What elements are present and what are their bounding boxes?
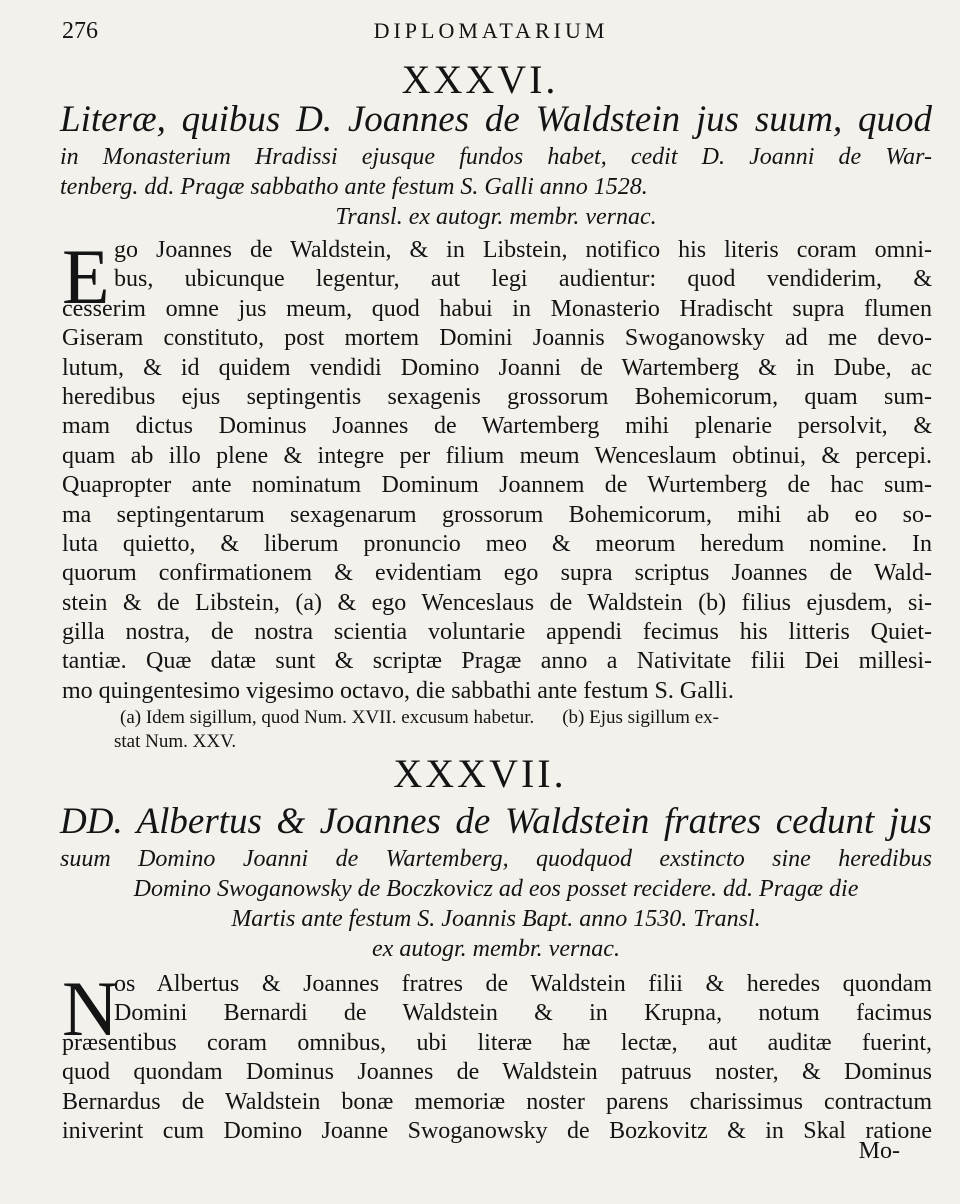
- title-line: Transl. ex autogr. membr. vernac.: [335, 204, 657, 230]
- catchword: Mo-: [858, 1138, 900, 1164]
- title-line: Domino Swoganowsky de Boczkovicz ad eos posset recidere. dd. Pragæ die: [133, 876, 859, 902]
- body-line: quam ab illo plene & integre per filium meum Wenceslaum obtinui, & percepi.: [62, 442, 932, 469]
- body-line: stein & de Libstein, (a) & ego Wenceslaus de Waldstein (b) filius ejusdem, si-: [62, 589, 932, 616]
- body-line: Giseram constituto, post mortem Domini Joannis Swoganowsky ad me devo-: [62, 325, 932, 352]
- body-line: ma septingentarum sexagenarum grossorum Bohemicorum, mihi ab eo so-: [62, 501, 932, 528]
- footnote-a: (a) Idem sigillum, quod Num. XVII. excusum habetur.: [120, 707, 535, 728]
- body-line: iniverint cum Domino Joanne Swoganowsky de Bozkovitz & in Skal ratione: [62, 1117, 932, 1144]
- body-line: mam dictus Dominus Joannes de Wartemberg mihi plenarie persolvit, &: [62, 413, 932, 440]
- footnotes: [114, 706, 932, 754]
- document-body: [62, 965, 932, 1146]
- page-header: [62, 14, 920, 50]
- title-line: in Monasterium Hradissi ejusque fundos habet, cedit D. Joanni de War-: [60, 144, 932, 170]
- body-line: cesserim omne jus meum, quod habui in Monasterio Hradischt supra flumen: [62, 295, 932, 322]
- title-line: Literæ, quibus D. Joannes de Waldstein jus suum, quod: [60, 99, 932, 140]
- document-title: [60, 98, 932, 232]
- body-line: quorum confirmationem & evidentiam ego supra scriptus Joannes de Wald-: [62, 560, 932, 587]
- body-line: os Albertus & Joannes fratres de Waldstein filii & heredes quondam: [114, 971, 932, 997]
- drop-cap: N: [62, 965, 119, 1052]
- title-line: suum Domino Joanni de Wartemberg, quodquod exstincto sine heredibus: [60, 846, 932, 872]
- title-line: tenberg. dd. Pragæ sabbatho ante festum S. Galli anno 1528.: [60, 174, 648, 200]
- body-line: præsentibus coram omnibus, ubi literæ hæ lectæ, aut auditæ fuerint,: [62, 1029, 932, 1056]
- body-line: gilla nostra, de nostra scientia voluntarie appendi fecimus his litteris Quiet-: [62, 619, 932, 646]
- body-line: Domini Bernardi de Waldstein & in Krupna, notum facimus: [114, 1000, 932, 1027]
- document-body: [62, 233, 932, 706]
- document-number: XXXVI.: [401, 57, 559, 102]
- running-head: DIPLOMATARIUM: [373, 18, 609, 43]
- document-title: [60, 800, 932, 964]
- page-number: 276: [62, 18, 98, 44]
- body-line: tantiæ. Quæ datæ sunt & scriptæ Pragæ anno a Nativitate filii Dei millesi-: [62, 648, 932, 675]
- title-line: DD. Albertus & Joannes de Waldstein fratres cedunt jus: [60, 801, 932, 842]
- body-line: bus, ubicunque legentur, aut legi audientur: quod vendiderim, &: [114, 266, 932, 293]
- footnote-b: (b) Ejus sigillum ex-: [562, 707, 719, 728]
- body-line: quod quondam Dominus Joannes de Waldstein patruus noster, & Dominus: [62, 1059, 932, 1086]
- body-line: Quapropter ante nominatum Dominum Joannem de Wurtemberg de hac sum-: [62, 472, 932, 499]
- body-line: go Joannes de Waldstein, & in Libstein, notifico his literis coram omni-: [114, 237, 932, 263]
- drop-cap: E: [62, 233, 110, 320]
- body-line: Bernardus de Waldstein bonæ memoriæ noster parens charissimus contractum: [62, 1088, 932, 1115]
- footnote-line: stat Num. XXV.: [114, 731, 237, 752]
- body-line: mo quingentesimo vigesimo octavo, die sabbathi ante festum S. Galli.: [62, 677, 734, 704]
- title-line: Martis ante festum S. Joannis Bapt. anno 1530. Transl.: [231, 906, 761, 932]
- document-number: XXXVII.: [393, 751, 567, 796]
- body-line: heredibus ejus septingentis sexagenis grossorum Bohemicorum, quam sum-: [62, 383, 932, 410]
- title-line: ex autogr. membr. vernac.: [372, 936, 620, 962]
- footnote-line: [120, 706, 932, 730]
- body-line: luta quietto, & liberum pronuncio meo & meorum heredum nomine. In: [62, 530, 932, 557]
- body-line: lutum, & id quidem vendidi Domino Joanni de Wartemberg & in Dube, ac: [62, 354, 932, 381]
